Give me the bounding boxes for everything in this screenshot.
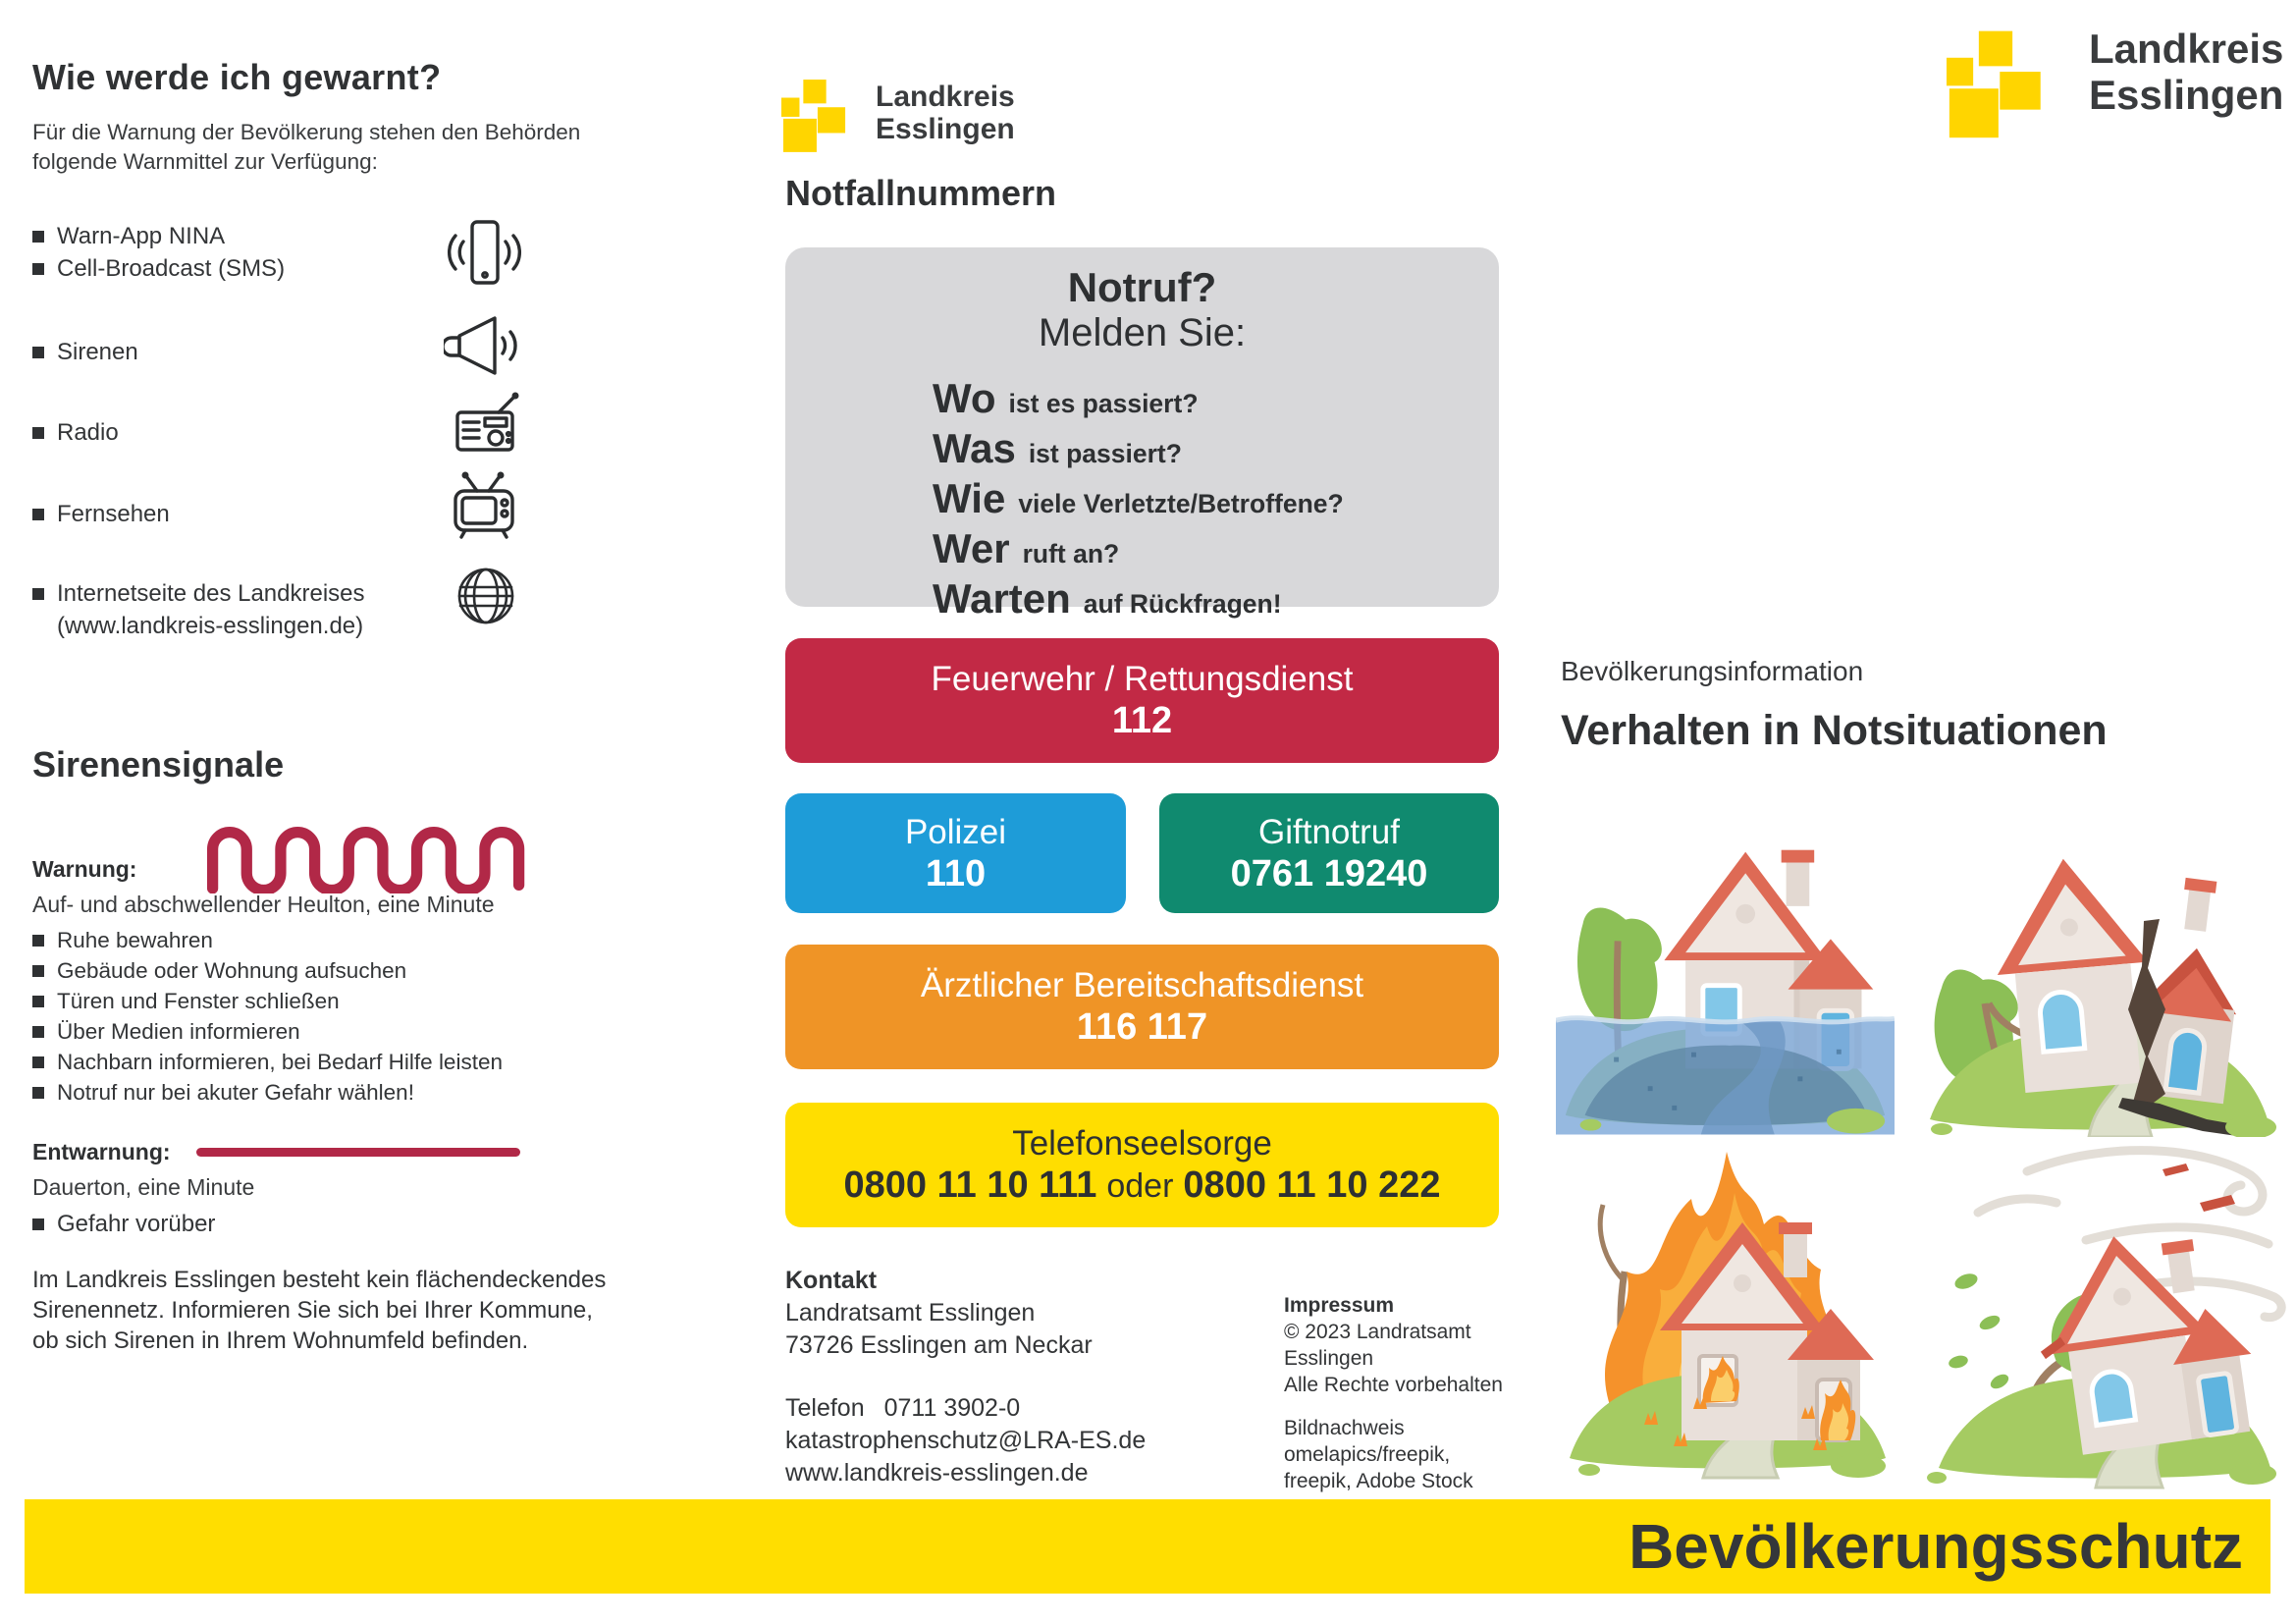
list-item: Über Medien informieren (32, 1016, 503, 1047)
list-item: Türen und Fenster schließen (32, 986, 503, 1016)
warn-item-radio: Radio (32, 416, 119, 449)
telephone-counseling-number-box: Telefonseelsorge 0800 11 10 111 oder 0800 11 10 222 (785, 1103, 1499, 1227)
landkreis-esslingen-logo-icon (781, 75, 848, 155)
warning-bullet-list (32, 925, 503, 1108)
square-bullet-icon (32, 347, 44, 358)
warning-label: Warnung: (32, 856, 137, 882)
warn-item-sirens: Sirenen (32, 336, 138, 368)
list-item: Notruf nur bei akuter Gefahr wählen! (32, 1077, 503, 1108)
loudspeaker-icon (444, 314, 524, 377)
landkreis-esslingen-logo-icon (1947, 24, 2045, 142)
square-bullet-icon (32, 588, 44, 600)
warn-item-website: Internetseite des Landkreises (www.landkreis-esslingen.de) (32, 577, 365, 642)
warning-description: Auf- und abschwellender Heulton, eine Minute (32, 892, 495, 917)
list-item: Ruhe bewahren (32, 925, 503, 955)
continuous-tone-line-icon (196, 1148, 520, 1157)
warned-intro: Für die Warnung der Bevölkerung stehen den Behörden folgende Warnmittel zur Verfügung: (32, 120, 581, 174)
square-bullet-icon (32, 935, 44, 947)
tv-icon (450, 471, 524, 542)
earthquake-house-illustration (1912, 793, 2285, 1137)
smartphone-alert-icon (442, 214, 526, 293)
all-clear-bullet: Gefahr vorüber (32, 1208, 215, 1240)
warn-item-apps: Warn-App NINA Cell-Broadcast (SMS) (32, 220, 285, 285)
square-bullet-icon (32, 1218, 44, 1230)
contact-org: Landratsamt Esslingen (785, 1299, 1036, 1326)
contact-website: www.landkreis-esslingen.de (785, 1459, 1089, 1487)
logo-wordmark: Landkreis Esslingen (2089, 26, 2284, 118)
warned-section-title: Wie werde ich gewarnt? (32, 57, 442, 97)
imprint-block: Impressum © 2023 Landratsamt Esslingen Alle Rechte vorbehalten Bildnachweis omelapics/freepik, freepik, Adobe Stock (1284, 1294, 1503, 1492)
contact-heading: Kontakt (785, 1267, 878, 1294)
square-bullet-icon (32, 509, 44, 520)
poison-control-number-box: Giftnotruf 0761 19240 (1159, 793, 1499, 913)
behaviour-title: Verhalten in Notsituationen (1561, 707, 2108, 754)
square-bullet-icon (32, 1056, 44, 1068)
flood-house-illustration (1556, 793, 1895, 1137)
list-item: Nachbarn informieren, bei Bedarf Hilfe leisten (32, 1047, 503, 1077)
contact-email: katastrophenschutz@LRA-ES.de (785, 1427, 1147, 1454)
square-bullet-icon (32, 263, 44, 275)
square-bullet-icon (32, 1087, 44, 1099)
contact-city: 73726 Esslingen am Neckar (785, 1331, 1093, 1359)
contact-block (785, 1265, 1146, 1489)
banner-title: Bevölkerungsschutz (1629, 1511, 2243, 1582)
radio-icon (450, 391, 524, 458)
wavering-tone-wave-icon (180, 817, 572, 893)
notruf-question-list: Wo ist es passiert? Was ist passiert? Wie viele Verletzte/Betroffene? Wer ruft an? Warten auf Rückfragen! (933, 375, 1344, 623)
square-bullet-icon (32, 231, 44, 243)
square-bullet-icon (32, 996, 44, 1007)
emergency-call-infobox (785, 247, 1499, 623)
image-credit-heading: Bildnachweis (1284, 1417, 1405, 1439)
fire-rescue-number-box: Feuerwehr / Rettungsdienst 112 (785, 638, 1499, 763)
list-item: Gebäude oder Wohnung aufsuchen (32, 955, 503, 986)
notruf-title: Notruf? (1067, 264, 1217, 310)
all-clear-label: Entwarnung: (32, 1139, 171, 1164)
square-bullet-icon (32, 1026, 44, 1038)
burning-house-illustration (1556, 1134, 1899, 1492)
square-bullet-icon (32, 965, 44, 977)
siren-footnote: Im Landkreis Esslingen besteht kein flächendeckendes Sirenennetz. Informieren Sie sich bei Ihrer Kommune, ob sich Sirenen in Ihrem Wohnumfeld befinden. (32, 1267, 607, 1354)
storm-house-illustration (1909, 1134, 2287, 1492)
logo-wordmark: Landkreis Esslingen (876, 81, 1015, 145)
emergency-numbers-title: Notfallnummern (785, 173, 1057, 213)
all-clear-description: Dauerton, eine Minute (32, 1174, 255, 1200)
warn-item-tv: Fernsehen (32, 498, 170, 530)
imprint-heading: Impressum (1284, 1294, 1395, 1317)
medical-oncall-number-box: Ärztlicher Bereitschaftsdienst 116 117 (785, 945, 1499, 1069)
notruf-subtitle: Melden Sie: (1038, 311, 1247, 354)
police-number-box: Polizei 110 (785, 793, 1126, 913)
population-info-eyebrow: Bevölkerungsinformation (1561, 656, 1864, 686)
contact-phone: Telefon 0711 3902-0 (785, 1394, 1021, 1422)
title-banner (25, 1499, 2270, 1594)
globe-icon (454, 564, 518, 628)
siren-section-title: Sirenensignale (32, 744, 285, 785)
square-bullet-icon (32, 427, 44, 439)
